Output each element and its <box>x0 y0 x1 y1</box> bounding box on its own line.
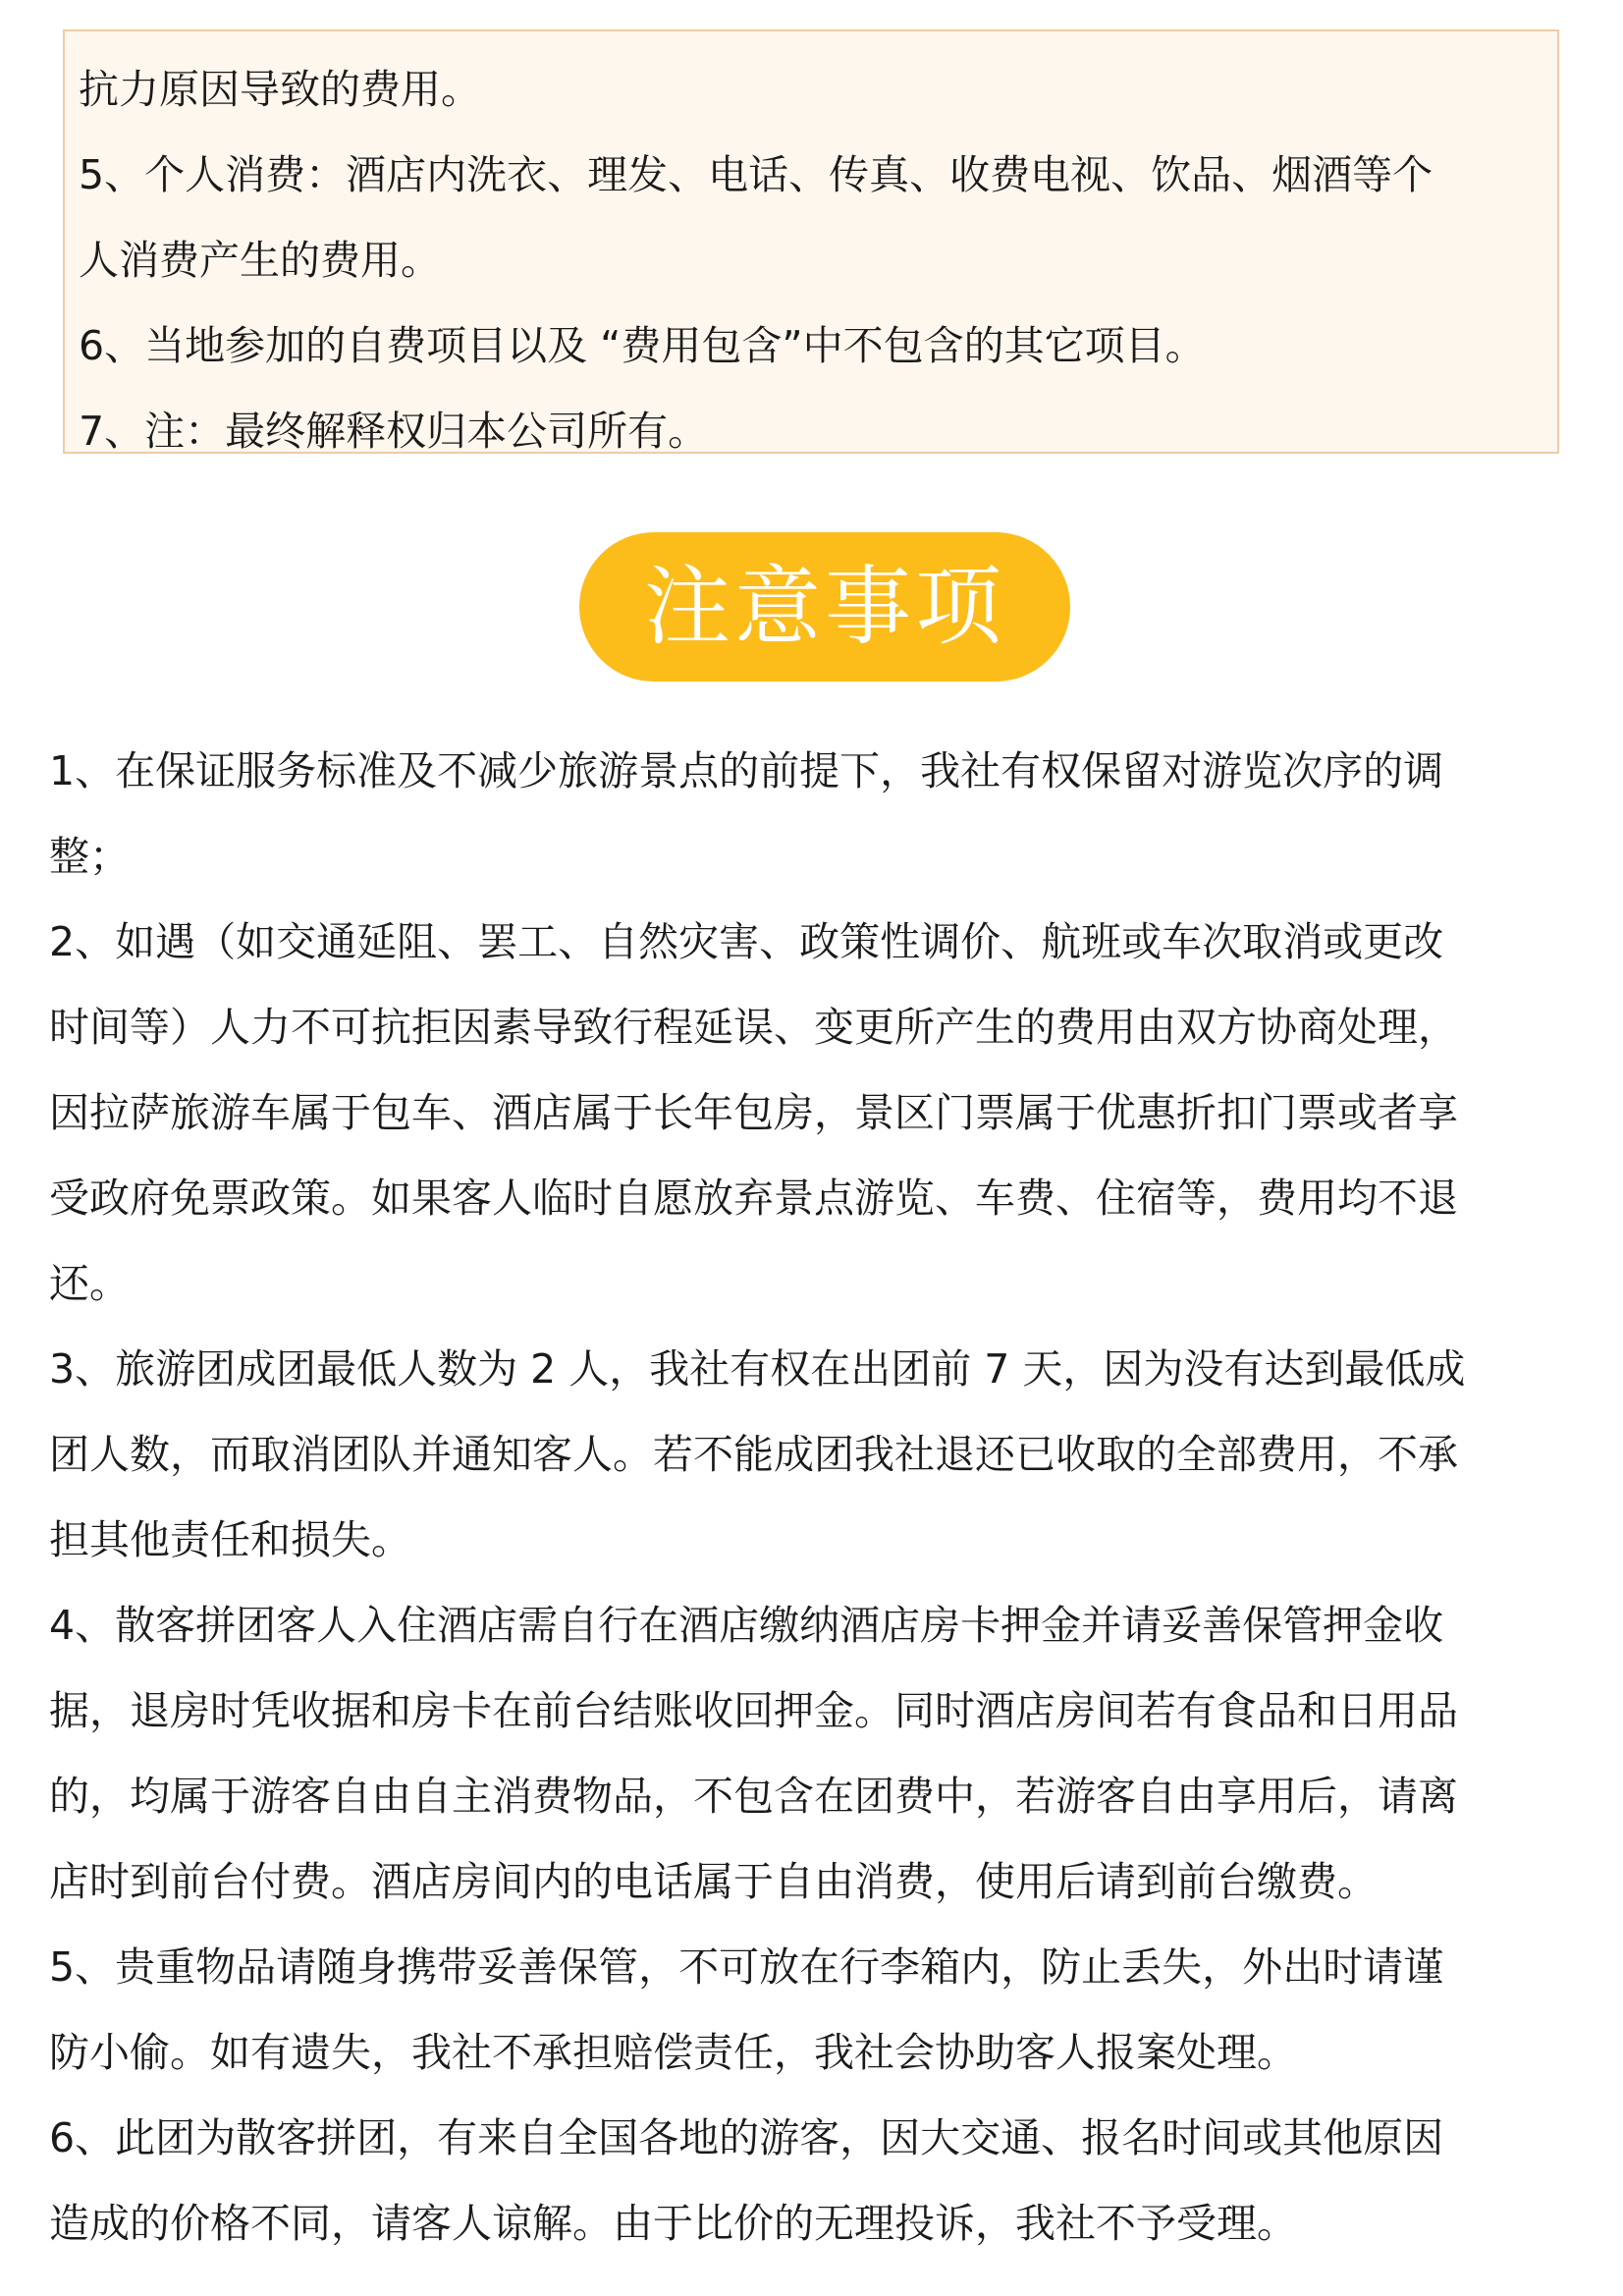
note-line: 的，均属于游客自由自主消费物品，不包含在团费中，若游客自由享用后，请离 <box>49 1773 1458 1820</box>
note-line: 造成的价格不同，请客人谅解。由于比价的无理投诉，我社不予受理。 <box>49 2200 1297 2247</box>
fee-line: 人消费产生的费用。 <box>79 237 441 284</box>
note-line: 店时到前台付费。酒店房间内的电话属于自由消费，使用后请到前台缴费。 <box>49 1858 1378 1905</box>
note-line: 1、在保证服务标准及不减少旅游景点的前提下，我社有权保留对游览次序的调 <box>49 747 1444 794</box>
note-line: 团人数，而取消团队并通知客人。若不能成团我社退还已收取的全部费用，不承 <box>49 1431 1458 1478</box>
note-line: 还。 <box>49 1260 130 1307</box>
fee-line: 7、注：最终解释权归本公司所有。 <box>79 408 709 455</box>
fee-exclusions-box <box>63 29 1559 454</box>
note-line: 防小偷。如有遗失，我社不承担赔偿责任，我社会协助客人报案处理。 <box>49 2029 1297 2076</box>
note-line: 5、贵重物品请随身携带妥善保管，不可放在行李箱内，防止丢失，外出时请谨 <box>49 1943 1444 1991</box>
note-line: 时间等）人力不可抗拒因素导致行程延误、变更所产生的费用由双方协商处理， <box>49 1004 1458 1051</box>
note-line: 受政府免票政策。如果客人临时自愿放弃景点游览、车费、住宿等，费用均不退 <box>49 1175 1458 1222</box>
notes-list <box>49 729 1577 2267</box>
note-line: 3、旅游团成团最低人数为 2 人，我社有权在出团前 7 天，因为没有达到最低成 <box>49 1345 1466 1393</box>
fee-line: 抗力原因导致的费用。 <box>79 66 481 113</box>
fee-line: 6、当地参加的自费项目以及 “费用包含”中不包含的其它项目。 <box>79 322 1206 369</box>
fee-line: 5、个人消费：酒店内洗衣、理发、电话、传真、收费电视、饮品、烟酒等个 <box>79 151 1434 198</box>
note-line: 因拉萨旅游车属于包车、酒店属于长年包房，景区门票属于优惠折扣门票或者享 <box>49 1089 1458 1136</box>
note-line: 2、如遇（如交通延阻、罢工、自然灾害、政策性调价、航班或车次取消或更改 <box>49 918 1444 965</box>
note-line: 4、散客拼团客人入住酒店需自行在酒店缴纳酒店房卡押金并请妥善保管押金收 <box>49 1602 1444 1649</box>
note-line: 据，退房时凭收据和房卡在前台结账收回押金。同时酒店房间若有食品和日用品 <box>49 1687 1458 1734</box>
note-line: 担其他责任和损失。 <box>49 1516 411 1563</box>
section-title: 注意事项 <box>579 532 1070 682</box>
note-line: 整； <box>49 833 130 880</box>
note-line: 6、此团为散客拼团，有来自全国各地的游客，因大交通、报名时间或其他原因 <box>49 2114 1444 2161</box>
